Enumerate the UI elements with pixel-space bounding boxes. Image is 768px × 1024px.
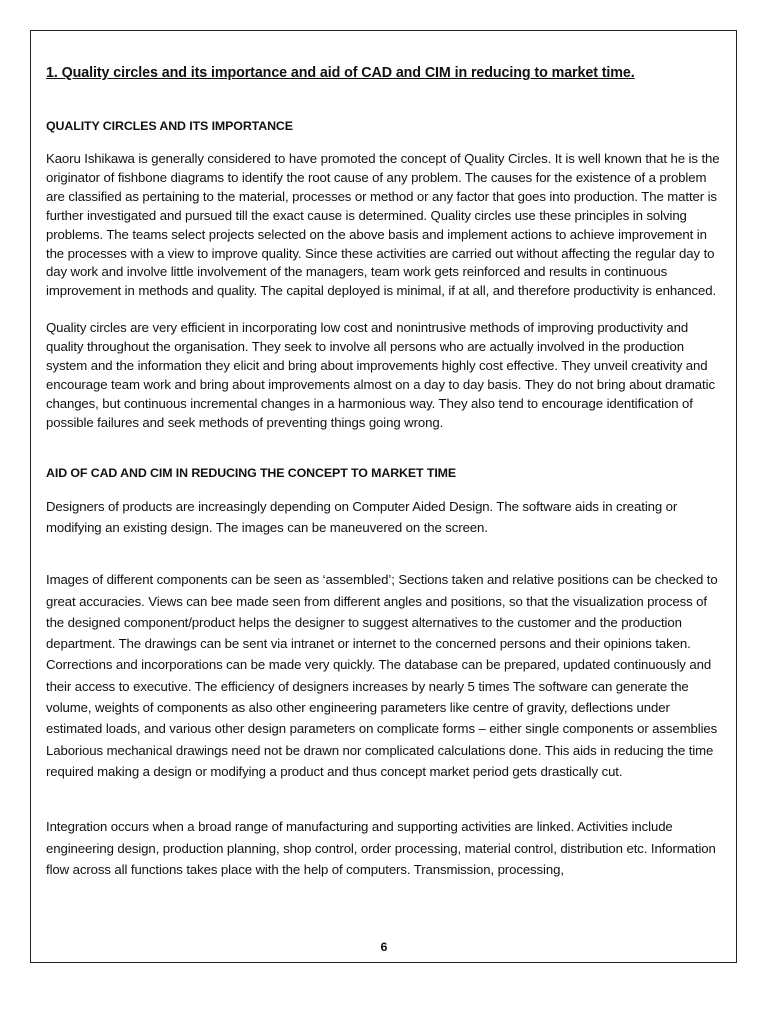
section-heading-cad-cim: AID OF CAD AND CIM IN REDUCING THE CONCEPT TO MARKET TIME xyxy=(46,465,457,480)
paragraph-quality-circles-1: Kaoru Ishikawa is generally considered to have promoted the concept of Quality Circles. It is well known that he is the originator of fishbone diagrams to identify the root cause of any problem. The causes for the existence of a problem are classified as pertaining to the material, processes or method or any factor that goes into production. The matter is further investigated and pursued till the exact cause is determined. Quality circles use these principles in solving problems. The teams select projects selected on the above basis and implement actions to achieve improvement in the processes with a view to improve quality. Since these activities are carried out without affecting the regular day to day work and involve little involvement of the managers, team work gets reinforced and results in continuous improvement in methods and quality. The capital deployed is minimal, if at all, and therefore productivity is enhanced. xyxy=(46,151,720,299)
paragraph-quality-circles-2: Quality circles are very efficient in incorporating low cost and nonintrusive methods of improving productivity and quality throughout the organisation. They seek to involve all persons who are actually involved in the production system and the information they elicit and bring about improvements highly cost effective. They unveil creativity and encourage team work and bring about improvements almost on a day to day basis. They do not bring about dramatic changes, but continuous incremental changes in a harmonious way. They also tend to encourage identification of possible failures and seek methods of preventing things going wrong. xyxy=(46,320,715,430)
paragraph-cim-integration: Integration occurs when a broad range of manufacturing and supporting activities are linked. Activities include engineering design, production planning, shop control, order processing, material control, distribution etc. Information flow across all functions takes place with the help of computers. Transmission, processing, xyxy=(46,819,716,877)
page-number: 6 xyxy=(380,940,388,954)
section-heading-quality-circles: QUALITY CIRCLES AND ITS IMPORTANCE xyxy=(46,119,293,133)
paragraph-cad-2: Images of different components can be seen as ‘assembled’; Sections taken and relative positions can be checked to great accuracies. Views can bee made seen from different angles and positions, so that the visualization process of the designed component/product helps the designer to suggest alternatives to the customer and the production department. The drawings can be sent via intranet or internet to the concerned persons and their opinions taken. Corrections and incorporations can be made very quickly. The database can be prepared, updated continuously and their access to executive. The efficiency of designers increases by nearly 5 times The software can generate the volume, weights of components as also other engineering parameters like centre of gravity, deflections under estimated loads, and various other design parameters on complicate forms – either single components or assemblies Laborious mechanical drawings need not be drawn nor complicated calculations done. This aids in reducing the time required making a design or modifying a product and thus concept market period gets drastically cut. xyxy=(46,572,718,779)
document-body xyxy=(46,60,724,880)
document-title: 1. Quality circles and its importance and aid of CAD and CIM in reducing to market time. xyxy=(46,65,635,81)
paragraph-cad-1: Designers of products are increasingly depending on Computer Aided Design. The software aids in creating or modifying an existing design. The images can be maneuvered on the screen. xyxy=(46,498,678,535)
